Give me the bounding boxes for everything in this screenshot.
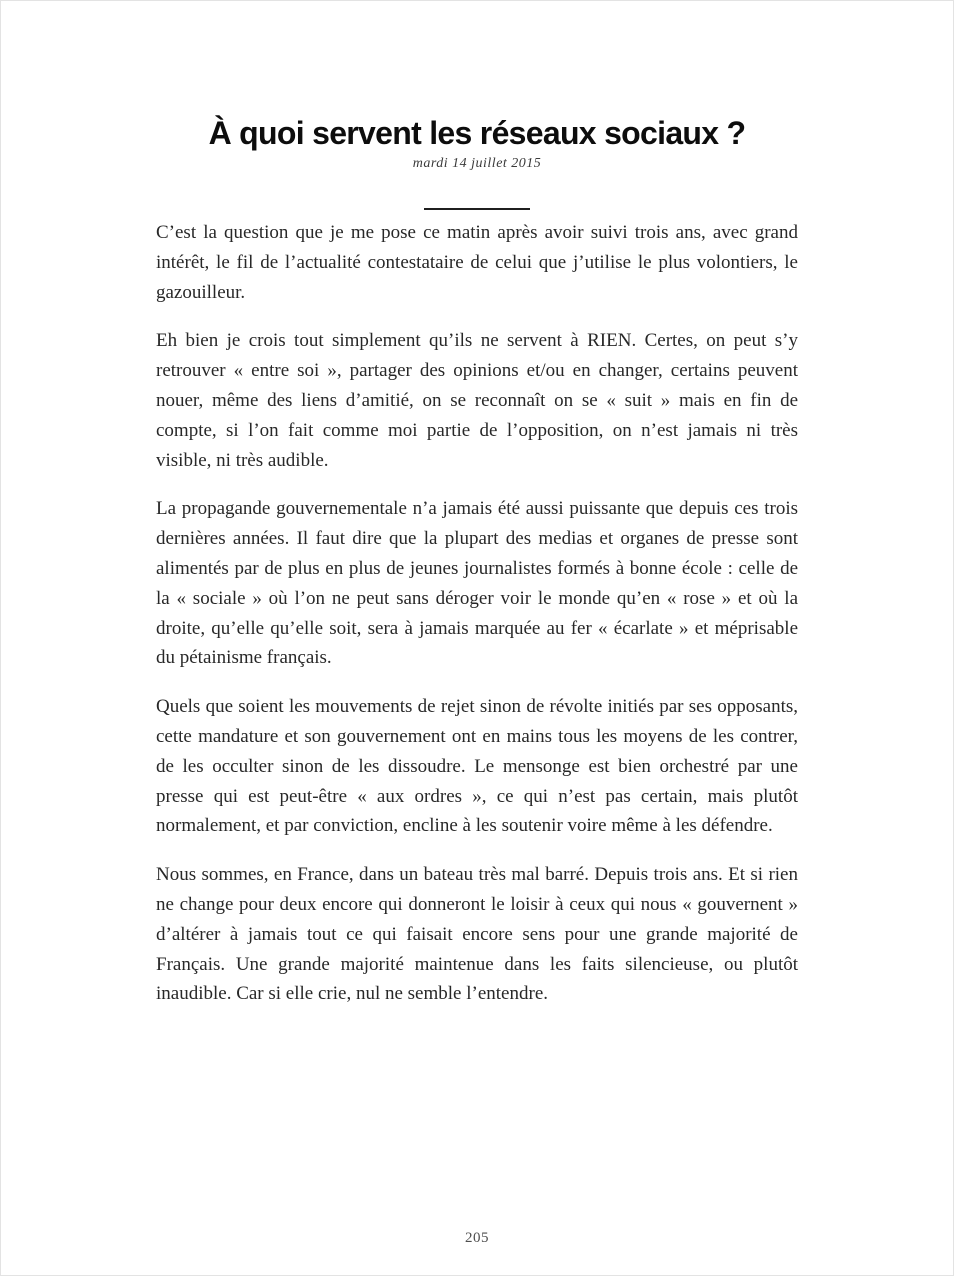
article [156, 1, 798, 1009]
article-body [156, 218, 798, 1009]
page-number: 205 [465, 1230, 489, 1246]
paragraph: La propagande gouvernementale n’a jamais été aussi puissante que depuis ces trois dernières années. Il faut dire que la plupart des medias et organes de presse sont alimentés par de plus en plus de jeunes journalistes formés à bonne école : celle de la « sociale » où l’on ne peut sans déroger voir le monde qu’en « rose » et où la droite, qu’elle qu’elle soit, sera à jamais marquée au fer « écarlate » et méprisable du pétainisme français. [156, 498, 798, 669]
paragraph: C’est la question que je me pose ce matin après avoir suivi trois ans, avec grand intérêt, le fil de l’actualité contestataire de celui que j’utilise le plus volontiers, le gazouilleur. [156, 222, 798, 303]
article-date: mardi 14 juillet 2015 [412, 156, 542, 171]
section-divider [424, 208, 530, 210]
article-title: À quoi servent les réseaux sociaux ? [208, 115, 746, 151]
paragraph: Eh bien je crois tout simplement qu’ils ne servent à RIEN. Certes, on peut s’y retrouver « entre soi », partager des opinions et/ou en changer, certains peuvent nouer, même des liens d’amitié, on se reconnaît on se « suit » mais en fin de compte, si l’on fait comme moi partie de l’opposition, on n’est jamais ni très visible, ni très audible. [156, 330, 798, 471]
paragraph: Nous sommes, en France, dans un bateau très mal barré. Depuis trois ans. Et si rien ne change pour deux encore qui donneront le loisir à ceux qui nous « gouvernent » d’altérer à jamais tout ce qui faisait encore sens pour une grande majorité de Français. Une grande majorité maintenue dans les faits silencieuse, ou plutôt inaudible. Car si elle crie, nul ne semble l’entendre. [156, 864, 798, 1005]
paragraph: Quels que soient les mouvements de rejet sinon de révolte initiés par ses opposants, cette mandature et son gouvernement ont en mains tous les moyens de les contrer, de les occulter sinon de les dissoudre. Le mensonge est bien orchestré par une presse qui est peut-être « aux ordres », ce qui n’est pas certain, mais plutôt normalement, et par conviction, encline à les soutenir voire même à les défendre. [156, 696, 798, 837]
